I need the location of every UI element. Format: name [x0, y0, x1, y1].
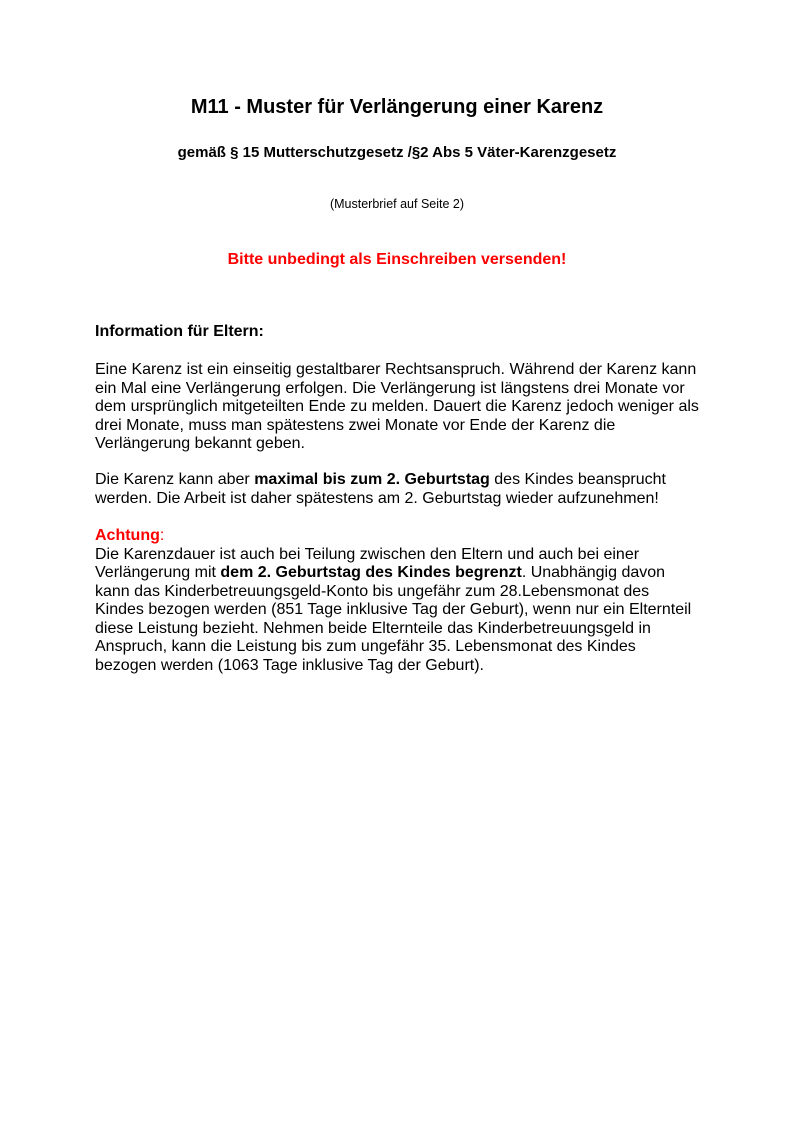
paragraph-line: Die Karenzdauer ist auch bei Teilung zwischen den Eltern und auch bei einer	[95, 545, 640, 563]
paragraph-line: Kindes bezogen werden (851 Tage inklusive Tag der Geburt), wenn nur ein Elternteil	[95, 601, 692, 618]
text-run: Die Karenz kann aber	[95, 471, 255, 488]
info-heading: Information für Eltern:	[95, 323, 264, 340]
paragraph-line: werden. Die Arbeit ist daher spätestens am 2. Geburtstag wieder aufzunehmen!	[95, 489, 659, 507]
paragraph-line: Verlängerung bekannt geben.	[95, 435, 305, 452]
text-run: . Unabhängig davon	[521, 564, 666, 581]
paragraph-line: Eine Karenz ist ein einseitig gestaltbarer Rechtsanspruch. Während der Karenz kann	[95, 361, 697, 378]
emphasis-text: maximal bis zum 2. Geburtstag	[254, 471, 490, 488]
page-title: M11 - Muster für Verlängerung einer Karenz	[190, 96, 604, 118]
paragraph-line	[95, 564, 707, 583]
paragraph-line: Anspruch, kann die Leistung bis zum ungefähr 35. Lebensmonat des Kindes	[95, 638, 636, 655]
paragraph-line	[95, 471, 707, 490]
attention-line	[95, 527, 707, 546]
attention-suffix: :	[159, 527, 165, 544]
emphasis-text: dem 2. Geburtstag des Kindes begrenzt	[220, 564, 522, 581]
page-subtitle: gemäß § 15 Mutterschutzgesetz /§2 Abs 5 Väter-Karenzgesetz	[177, 144, 617, 161]
paragraph-line: diese Leistung bezieht. Nehmen beide Elternteile das Kinderbetreuungsgeld in	[95, 619, 651, 637]
paragraph-line: dem ursprünglich mitgeteilten Ende zu melden. Dauert die Karenz jedoch weniger als	[95, 398, 699, 415]
paragraph-line: drei Monate, muss man spätestens zwei Monate vor Ende der Karenz die	[95, 416, 616, 434]
info-paragraph-2	[95, 471, 707, 508]
info-paragraph-1	[95, 361, 707, 454]
text-run: Verlängerung mit	[95, 564, 221, 581]
paragraph-line: bezogen werden (1063 Tage inklusive Tag der Geburt).	[95, 656, 484, 674]
page-hint: (Musterbrief auf Seite 2)	[329, 197, 465, 211]
attention-label: Achtung	[95, 527, 160, 544]
info-paragraph-3	[95, 527, 707, 675]
registered-mail-warning: Bitte unbedingt als Einschreiben versenden!	[227, 251, 567, 268]
paragraph-line: kann das Kinderbetreuungsgeld-Konto bis ungefähr zum 28.Lebensmonat des	[95, 582, 650, 600]
paragraph-line: ein Mal eine Verlängerung erfolgen. Die Verlängerung ist längstens drei Monate vor	[95, 379, 685, 397]
text-run: des Kindes beansprucht	[489, 471, 666, 488]
